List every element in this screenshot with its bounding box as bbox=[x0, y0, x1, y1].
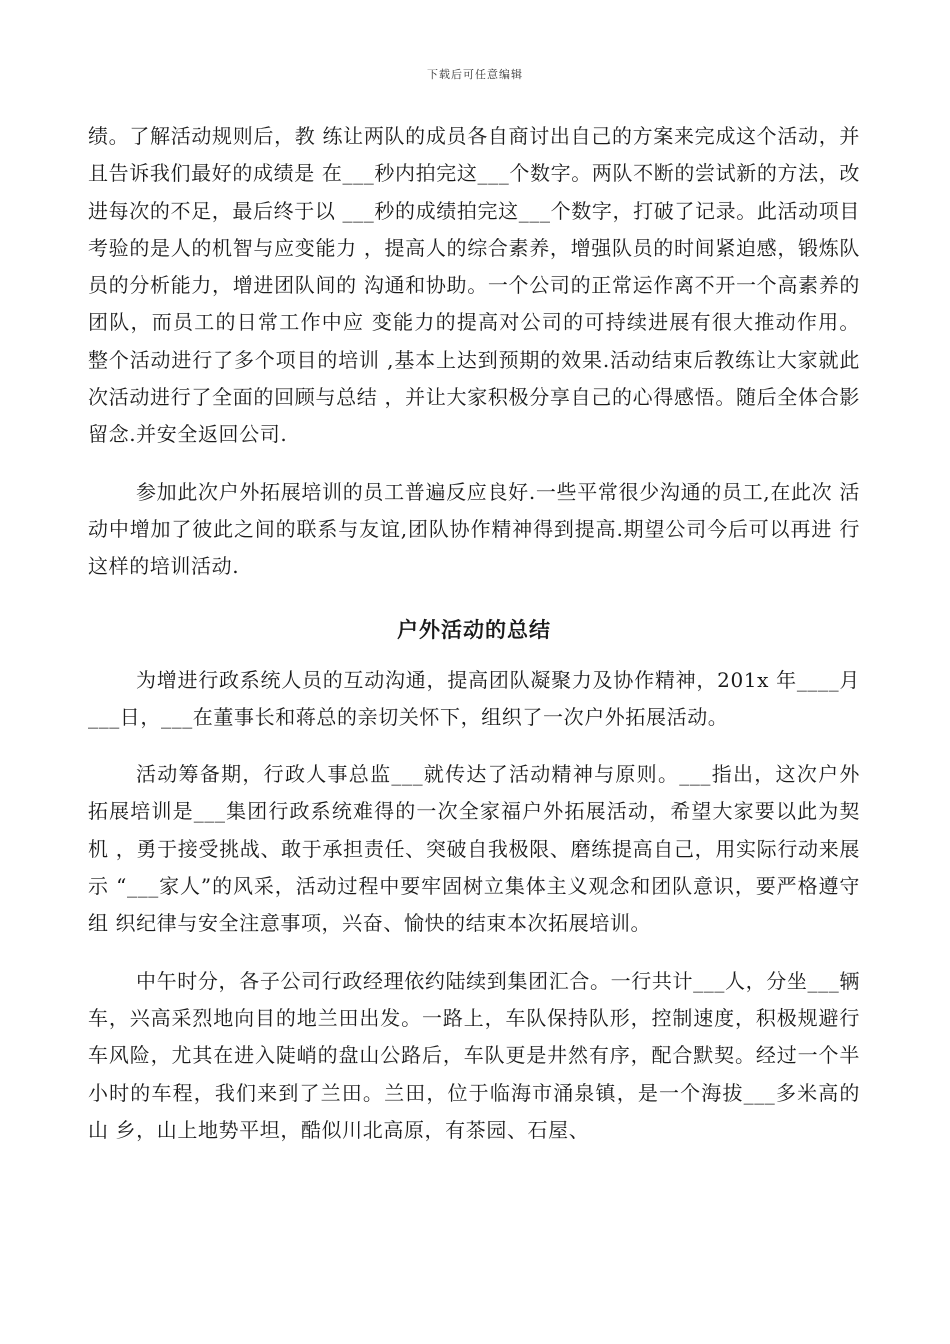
document-body bbox=[88, 118, 860, 1149]
page-header-note: 下载后可任意编辑 bbox=[427, 68, 523, 81]
paragraph-feedback: 参加此次户外拓展培训的员工普遍反应良好.一些平常很少沟通的员工,在此次 活动中增加了彼此之间的联系与友谊,团队协作精神得到提高.期望公司今后可以再进 行这样的培训活动. bbox=[88, 479, 860, 579]
paragraph-intro: 为增进行政系统人员的互动沟通，提高团队凝聚力及协作精神，201x 年____月___日，___在董事长和蒋总的亲切关怀下，组织了一次户外拓展活动。 bbox=[88, 667, 860, 729]
paragraph-departure: 中午时分，各子公司行政经理依约陆续到集团汇合。一行共计___人，分坐___辆 车，兴高采烈地向目的地兰田出发。一路上，车队保持队形，控制速度，积极规避行 车风险，尤其在进入陡峭的盘山公路后，车队更是井然有序，配合默契。经过一个半 小时的车程，我们来到了兰田。兰田，位于临海市涌泉镇，是一个海拔___多米高的山 乡，山上地势平坦，酷似川北高原，有茶园、石屋、 bbox=[88, 968, 860, 1142]
paragraph-preparation: 活动筹备期，行政人事总监___就传达了活动精神与原则。___指出，这次户外 拓展培训是___集团行政系统难得的一次全家福户外拓展活动，希望大家要以此为契机 ，勇于接受挑战、敢于承担责任、突破自我极限、磨练提高自己，用实际行动来展示 “___家人”的风采，活动过程中要牢固树立集体主义观念和团队意识，要严格遵守组 织纪律与安全注意事项，兴奋、愉快的结束本次拓展培训。 bbox=[88, 762, 860, 936]
section-title: 户外活动的总结 bbox=[397, 616, 551, 642]
paragraph-continuation: 绩。了解活动规则后，教 练让两队的成员各自商讨出自己的方案来完成这个活动，并且告诉我们最好的成绩是 在___秒内拍完这___个数字。两队不断的尝试新的方法，改进每次的不足，最后终于以 ___秒的成绩拍完这___个数字，打破了记录。此活动项目考验的是人的机智与应变能力 ，提高人的综合素养，增强队员的时间紧迫感，锻炼队员的分析能力，增进团队间的 沟通和协助。一个公司的正常运作离不开一个高素养的团队，而员工的日常工作中应 变能力的提高对公司的可持续进展有很大推动作用。 整个活动进行了多个项目的培训 ,基本上达到预期的效果.活动结束后教练让大家就此次活动进行了全面的回顾与总结 ，并让大家积极分享自己的心得感悟。随后全体合影留念.并安全返回公司. bbox=[88, 124, 860, 447]
